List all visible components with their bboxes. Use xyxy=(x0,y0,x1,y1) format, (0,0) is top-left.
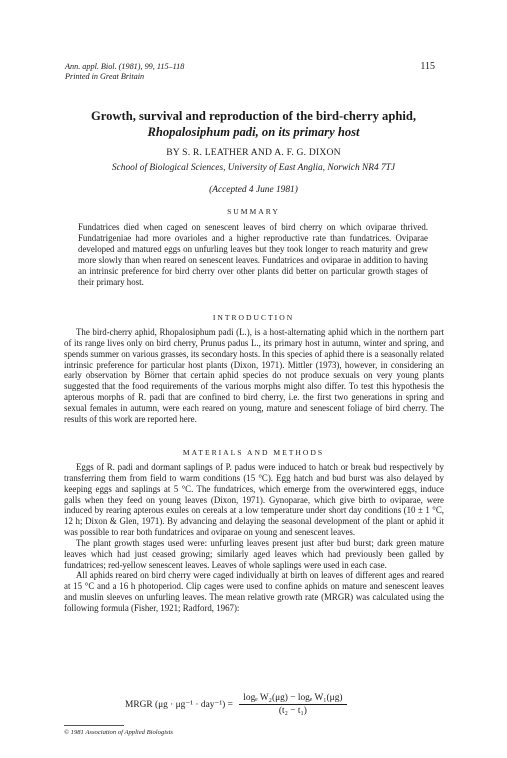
journal-line-1: Ann. appl. Biol. (1981), 99, 115–118 xyxy=(65,62,185,71)
introduction-heading: INTRODUCTION xyxy=(212,313,295,322)
footer-divider xyxy=(64,725,124,726)
page-number: 115 xyxy=(420,61,435,72)
formula-fraction xyxy=(239,693,346,716)
summary-text: Fundatrices died when caged on senescent leaves of bird cherry on which oviparae thrived. Fundatrigeniae had more ovarioles and a higher reproductive rate than fundatrices. Oviparae developed and matured eggs on unfurling leaves but they took longer to reach maturity and grew more slowly than when reared on senescent leaves. Fundatrices and oviparae in addition to having an intrinsic preference for bird cherry over other plants did better on particular growth stages of their primary host. xyxy=(78,222,428,288)
authors: BY S. R. LEATHER AND A. F. G. DIXON xyxy=(166,147,341,158)
methods-paragraph-2: The plant growth stages used were: unfurling leaves present just after bud burst; dark green mature leaves which had just ceased growing; similarly aged leaves which had previously been galled by fundatrices; red-yellow senescent leaves. Leaves of whole saplings were used in each case. xyxy=(64,537,444,570)
introduction-section xyxy=(64,327,444,425)
mrgr-formula xyxy=(125,693,347,716)
methods-heading: MATERIALS AND METHODS xyxy=(182,448,325,457)
title-line-1: Growth, survival and reproduction of the bird-cherry aphid, xyxy=(90,109,416,123)
summary-heading: SUMMARY xyxy=(227,207,280,216)
introduction-paragraph: The bird-cherry aphid, Rhopalosiphum padi (L.), is a host-alternating aphid which in the northern part of its range lives only on bird cherry, Prunus padus L., its primary host in autumn, winter and spring, and spends summer on various grasses, its secondary hosts. In this species of aphid there is a seasonally related intrinsic preference for particular host plants (Dixon, 1971). Mittler (1973), however, in considering an early observation by Börner that certain aphid species do not produce sexuals on very young plants suggested that the food requirements of the various morphs might also differ. To test this hypothesis the apterous morphs of R. padi that are confined to bird cherry, i.e. the first two generations in spring and sexual females in autumn, were each reared on young, mature and senescent foliage of bird cherry. The results of this work are reported here. xyxy=(64,327,444,424)
paper-title xyxy=(40,108,467,140)
affiliation: School of Biological Sciences, University of East Anglia, Norwich NR4 7TJ xyxy=(111,163,396,173)
methods-paragraph-3: All aphids reared on bird cherry were caged individually at birth on leaves of different ages and reared at 15 °C and a 16 h photoperiod. Clip cages were used to confine aphids on mature and senescent leaves and muslin sleeves on unfurling leaves. The mean relative growth rate (MRGR) was calculated using the following formula (Fisher, 1921; Radford, 1967): xyxy=(64,570,444,613)
title-line-2: Rhopalosiphum padi, on its primary host xyxy=(147,125,360,139)
journal-line-2: Printed in Great Britain xyxy=(65,72,145,81)
methods-section xyxy=(64,462,444,614)
formula-lhs: MRGR (μg · μg⁻¹ · day⁻¹) = xyxy=(125,700,233,710)
copyright-footer: © 1981 Association of Applied Biologists xyxy=(64,729,173,736)
formula-denominator: (t₂ − t₁) xyxy=(278,706,307,716)
journal-citation xyxy=(65,62,184,82)
accepted-date: (Accepted 4 June 1981) xyxy=(209,185,298,195)
formula-numerator: logₑ W₂(μg) − logₑ W₁(μg) xyxy=(239,693,346,705)
methods-paragraph-1: Eggs of R. padi and dormant saplings of P. padus were induced to hatch or break bud respectively by transferring them from field to warm conditions (15 °C). Egg hatch and bud burst was also delayed by keeping eggs and saplings at 5 °C. The fundatrices, which emerge from the overwintered eggs, induce galls when they feed on young leaves (Dixon, 1971). Gynoparae, which give birth to oviparae, were induced by rearing apterous exules on cereals at a low temperature under short day conditions (10 ± 1 °C, 12 h; Dixon & Glen, 1971). By advancing and delaying the seasonal development of the plant or aphid it was possible to rear both fundatrices and oviparae on young and senescent leaves. xyxy=(64,462,444,538)
